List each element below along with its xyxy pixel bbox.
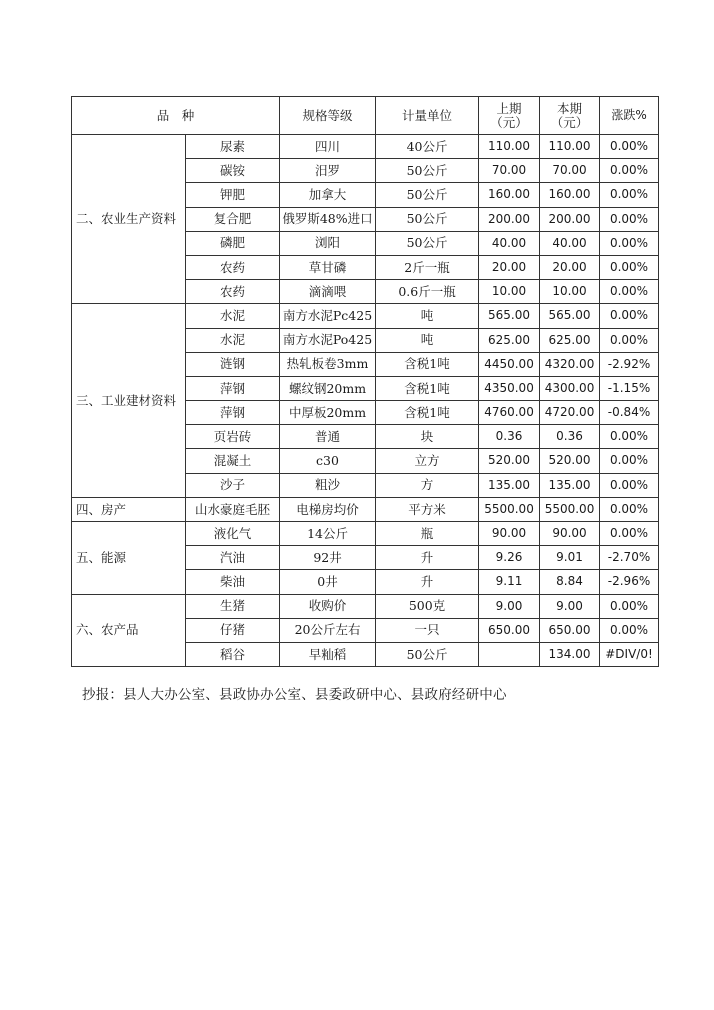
item-name: 尿素 (186, 135, 280, 159)
prev-price: 9.00 (479, 594, 540, 618)
change-pct: -1.15% (600, 376, 659, 400)
prev-price: 70.00 (479, 159, 540, 183)
spec-cell: 20公斤左右 (280, 618, 376, 642)
change-pct: 0.00% (600, 449, 659, 473)
change-pct: 0.00% (600, 183, 659, 207)
curr-price: 9.00 (540, 594, 600, 618)
change-pct: 0.00% (600, 328, 659, 352)
prev-price: 4450.00 (479, 352, 540, 376)
unit-cell: 50公斤 (376, 183, 479, 207)
unit-cell: 40公斤 (376, 135, 479, 159)
category-cell: 六、农产品 (72, 594, 186, 667)
spec-cell: 电梯房均价 (280, 497, 376, 521)
unit-cell: 立方 (376, 449, 479, 473)
spec-cell: 南方水泥Po425 (280, 328, 376, 352)
spec-cell: 浏阳 (280, 231, 376, 255)
prev-price: 5500.00 (479, 497, 540, 521)
category-cell: 三、工业建材资料 (72, 304, 186, 498)
prev-price: 20.00 (479, 255, 540, 279)
unit-cell: 500克 (376, 594, 479, 618)
change-pct: 0.00% (600, 618, 659, 642)
prev-price: 4760.00 (479, 401, 540, 425)
item-name: 碳铵 (186, 159, 280, 183)
item-name: 仔猪 (186, 618, 280, 642)
curr-price: 650.00 (540, 618, 600, 642)
curr-price: 135.00 (540, 473, 600, 497)
header-prev (479, 97, 540, 135)
curr-price: 134.00 (540, 642, 600, 666)
spec-cell: 热轧板卷3mm (280, 352, 376, 376)
curr-price: 625.00 (540, 328, 600, 352)
spec-cell: 俄罗斯48%进口 (280, 207, 376, 231)
unit-cell: 含税1吨 (376, 376, 479, 400)
table-row (72, 497, 659, 521)
category-cell: 五、能源 (72, 522, 186, 595)
prev-price: 160.00 (479, 183, 540, 207)
curr-price: 10.00 (540, 280, 600, 304)
change-pct: 0.00% (600, 280, 659, 304)
spec-cell: 收购价 (280, 594, 376, 618)
spec-cell: 粗沙 (280, 473, 376, 497)
change-pct: -2.70% (600, 546, 659, 570)
change-pct: 0.00% (600, 255, 659, 279)
spec-cell: 普通 (280, 425, 376, 449)
unit-cell: 升 (376, 546, 479, 570)
change-pct: 0.00% (600, 304, 659, 328)
item-name: 农药 (186, 255, 280, 279)
item-name: 农药 (186, 280, 280, 304)
curr-price: 40.00 (540, 231, 600, 255)
curr-price: 9.01 (540, 546, 600, 570)
change-pct: #DIV/0! (600, 642, 659, 666)
spec-cell: 滴滴喂 (280, 280, 376, 304)
item-name: 水泥 (186, 328, 280, 352)
unit-cell: 50公斤 (376, 642, 479, 666)
unit-cell: 瓶 (376, 522, 479, 546)
curr-price: 8.84 (540, 570, 600, 594)
header-curr-line1: 本期 (557, 100, 583, 116)
prev-price: 650.00 (479, 618, 540, 642)
unit-cell: 吨 (376, 328, 479, 352)
category-cell: 二、农业生产资料 (72, 135, 186, 304)
change-pct: 0.00% (600, 207, 659, 231)
prev-price: 520.00 (479, 449, 540, 473)
prev-price: 625.00 (479, 328, 540, 352)
unit-cell: 含税1吨 (376, 352, 479, 376)
prev-price: 90.00 (479, 522, 540, 546)
item-name: 涟钢 (186, 352, 280, 376)
unit-cell: 50公斤 (376, 231, 479, 255)
curr-price: 20.00 (540, 255, 600, 279)
unit-cell: 块 (376, 425, 479, 449)
header-curr (540, 97, 600, 135)
unit-cell: 50公斤 (376, 207, 479, 231)
spec-cell: c30 (280, 449, 376, 473)
item-name: 磷肥 (186, 231, 280, 255)
cc-distribution-note: 抄报：县人大办公室、县政协办公室、县委政研中心、县政府经研中心 (82, 687, 507, 703)
change-pct: 0.00% (600, 425, 659, 449)
curr-price: 520.00 (540, 449, 600, 473)
header-curr-line2: （元） (550, 114, 589, 130)
unit-cell: 50公斤 (376, 159, 479, 183)
spec-cell: 14公斤 (280, 522, 376, 546)
item-name: 混凝土 (186, 449, 280, 473)
header-prev-line1: 上期 (496, 100, 522, 116)
prev-price: 135.00 (479, 473, 540, 497)
unit-cell: 吨 (376, 304, 479, 328)
prev-price: 9.11 (479, 570, 540, 594)
item-name: 萍钢 (186, 401, 280, 425)
spec-cell: 汨罗 (280, 159, 376, 183)
unit-cell: 含税1吨 (376, 401, 479, 425)
curr-price: 565.00 (540, 304, 600, 328)
curr-price: 0.36 (540, 425, 600, 449)
header-row (72, 97, 659, 135)
table-row (72, 304, 659, 328)
item-name: 柴油 (186, 570, 280, 594)
curr-price: 110.00 (540, 135, 600, 159)
unit-cell: 2斤一瓶 (376, 255, 479, 279)
price-table (71, 96, 659, 667)
item-name: 钾肥 (186, 183, 280, 207)
unit-cell: 平方米 (376, 497, 479, 521)
change-pct: -2.96% (600, 570, 659, 594)
change-pct: 0.00% (600, 231, 659, 255)
prev-price: 200.00 (479, 207, 540, 231)
change-pct: 0.00% (600, 497, 659, 521)
item-name: 复合肥 (186, 207, 280, 231)
prev-price: 9.26 (479, 546, 540, 570)
table-row (72, 594, 659, 618)
item-name: 页岩砖 (186, 425, 280, 449)
item-name: 沙子 (186, 473, 280, 497)
curr-price: 4720.00 (540, 401, 600, 425)
curr-price: 90.00 (540, 522, 600, 546)
change-pct: -0.84% (600, 401, 659, 425)
item-name: 液化气 (186, 522, 280, 546)
unit-cell: 方 (376, 473, 479, 497)
spec-cell: 加拿大 (280, 183, 376, 207)
prev-price: 0.36 (479, 425, 540, 449)
curr-price: 200.00 (540, 207, 600, 231)
curr-price: 4320.00 (540, 352, 600, 376)
item-name: 汽油 (186, 546, 280, 570)
prev-price: 40.00 (479, 231, 540, 255)
spec-cell: 螺纹钢20mm (280, 376, 376, 400)
item-name: 稻谷 (186, 642, 280, 666)
curr-price: 70.00 (540, 159, 600, 183)
spec-cell: 南方水泥Pc425 (280, 304, 376, 328)
spec-cell: 中厚板20mm (280, 401, 376, 425)
spec-cell: 四川 (280, 135, 376, 159)
prev-price (479, 642, 540, 666)
item-name: 水泥 (186, 304, 280, 328)
header-item: 品 种 (72, 97, 280, 135)
prev-price: 10.00 (479, 280, 540, 304)
spec-cell: 0井 (280, 570, 376, 594)
prev-price: 4350.00 (479, 376, 540, 400)
item-name: 生猪 (186, 594, 280, 618)
prev-price: 110.00 (479, 135, 540, 159)
curr-price: 5500.00 (540, 497, 600, 521)
table-row (72, 135, 659, 159)
spec-cell: 早籼稻 (280, 642, 376, 666)
spec-cell: 92井 (280, 546, 376, 570)
item-name: 山水豪庭毛胚 (186, 497, 280, 521)
spec-cell: 草甘磷 (280, 255, 376, 279)
unit-cell: 一只 (376, 618, 479, 642)
unit-cell: 升 (376, 570, 479, 594)
change-pct: 0.00% (600, 594, 659, 618)
change-pct: 0.00% (600, 473, 659, 497)
curr-price: 160.00 (540, 183, 600, 207)
header-change: 涨跌% (600, 97, 659, 135)
change-pct: 0.00% (600, 522, 659, 546)
item-name: 萍钢 (186, 376, 280, 400)
change-pct: 0.00% (600, 135, 659, 159)
change-pct: -2.92% (600, 352, 659, 376)
header-unit: 计量单位 (376, 97, 479, 135)
prev-price: 565.00 (479, 304, 540, 328)
unit-cell: 0.6斤一瓶 (376, 280, 479, 304)
header-spec: 规格等级 (280, 97, 376, 135)
curr-price: 4300.00 (540, 376, 600, 400)
table-row (72, 522, 659, 546)
change-pct: 0.00% (600, 159, 659, 183)
category-cell: 四、房产 (72, 497, 186, 521)
header-prev-line2: （元） (490, 114, 528, 130)
